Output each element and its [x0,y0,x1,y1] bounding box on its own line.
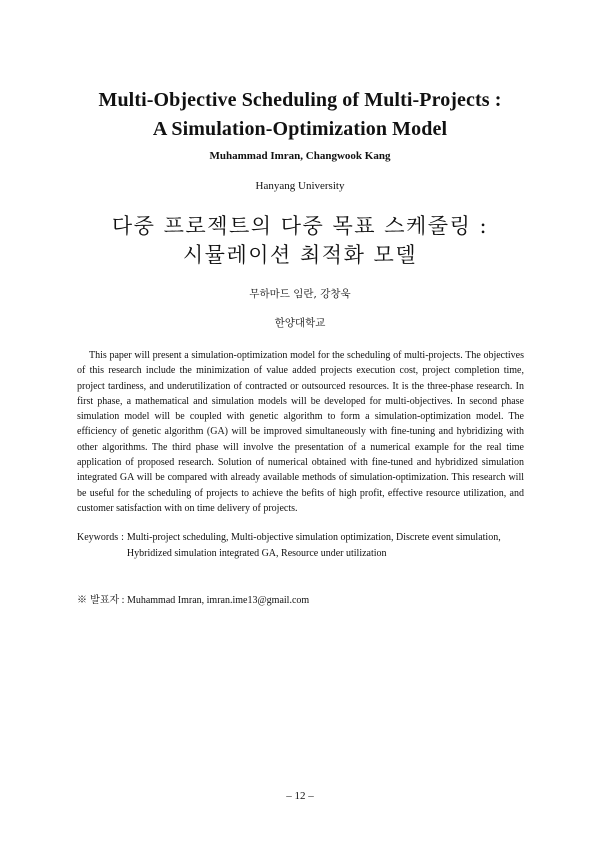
paper-title-korean [0,212,600,270]
authors-english: Muhammad Imran, Changwook Kang [209,150,391,162]
keywords-text: Multi-project scheduling, Multi-objective simulation optimization, Discrete event simulation, Hybridized simulation integrated GA, Resource under utilization [126,532,501,559]
title-kr-line-2: 시뮬레이션 최적화 모델 [182,243,418,267]
keywords-label: Keywords [77,532,119,543]
abstract: This paper will present a simulation-optimization model for the scheduling of multi-projects. The objectives of this research include the minimization of value added projects execution cost, project completion time, project tardiness, and underutilization of contracted or outsourced resources. It is the three-phase research. In first phase, a mathematical and simulation models will be developed for multi-objectives. In second phase simulation model will be coupled with genetic algorithm to form a simulation-optimization model. The efficiency of genetic algorithm (GA) will be improved simultaneously with fine-tuning and hybridizing with other algorithms. The third phase will involve the presentation of a numerical example for the real time application of proposed research. Solution of numerical obtained with fine-tuned and hybridized simulation integrated GA will be compared with already available methods of simulation-optimization. This research will be useful for the scheduling of projects to achieve the befits of high profit, effective resource utilization, and customer satisfaction with on time delivery of projects. [77,350,524,514]
authors-korean: 무하마드 임란, 강창욱 [249,288,351,300]
page-number: – 12 – [286,790,314,802]
presenter-text: Muhammad Imran, imran.ime13@gmail.com [126,595,310,606]
affiliation-korean: 한양대학교 [274,317,326,329]
title-en-line-1: Multi-Objective Scheduling of Multi-Projects : [98,89,502,111]
keywords [77,530,527,561]
presenter-separator: : [121,595,125,606]
paper-title-english [0,86,600,144]
presenter-note [77,591,309,606]
presenter-label: ※ 발표자 [77,595,120,606]
affiliation-english: Hanyang University [255,180,345,192]
keywords-separator: : [121,532,124,543]
title-en-line-2: A Simulation-Optimization Model [152,118,448,140]
title-kr-line-1: 다중 프로젝트의 다중 목표 스케줄링 : [111,214,489,238]
